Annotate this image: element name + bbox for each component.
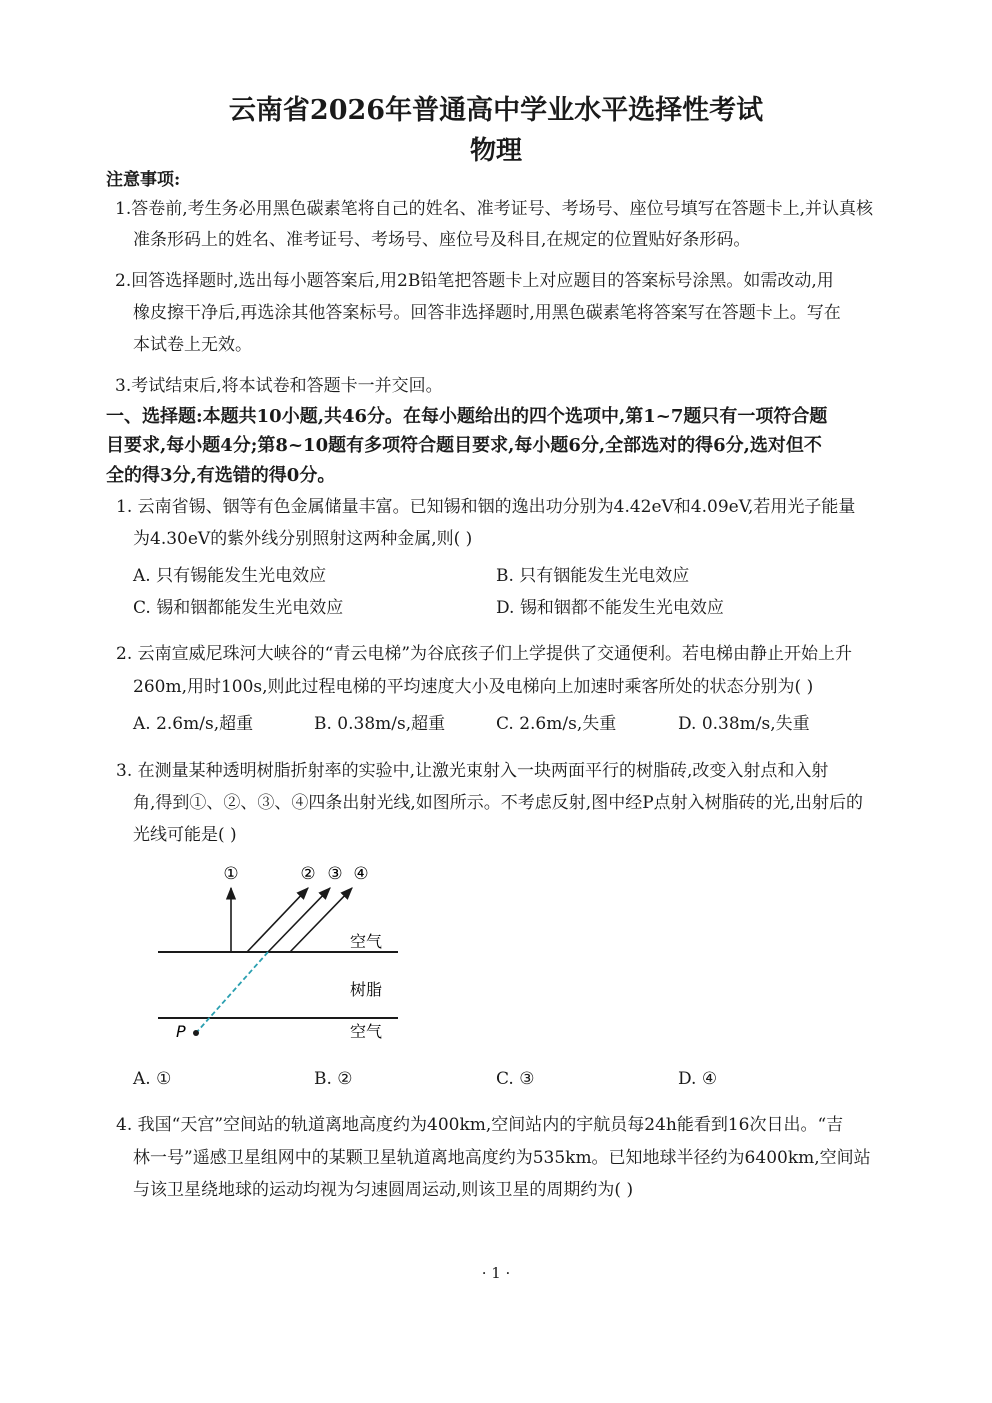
notice-item-1-line-2: 准条形码上的姓名、准考证号、考场号、座位号及科目,在规定的位置贴好条形码。: [133, 230, 751, 250]
ray-label-3: ③: [327, 864, 343, 884]
refraction-diagram: [150, 855, 410, 1055]
ray-label-1: ①: [223, 864, 239, 884]
ray-label-4: ④: [353, 864, 369, 884]
question-3-line-3: 光线可能是( ): [133, 825, 237, 845]
section-1-line-3: 全的得3分,有选错的得0分。: [106, 465, 336, 486]
point-p-label: P: [176, 1022, 186, 1041]
page-number: · 1 ·: [481, 1264, 511, 1282]
question-2-line-2: 260m,用时100s,则此过程电梯的平均速度大小及电梯向上加速时乘客所处的状态分别为( ): [133, 677, 814, 697]
question-3-line-1: 3. 在测量某种透明树脂折射率的实验中,让激光束射入一块两面平行的树脂砖,改变入射点和入射: [116, 761, 829, 781]
layer-label-resin: 树脂: [350, 980, 383, 999]
question-2-option-d: D. 0.38m/s,失重: [678, 714, 810, 734]
question-4-line-1: 4. 我国“天宫”空间站的轨道离地高度约为400km,空间站内的宇航员每24h能看到16次日出。“吉: [116, 1115, 844, 1135]
question-3-option-c: C. ③: [496, 1069, 535, 1089]
subject-title: 物理: [469, 136, 522, 166]
question-1-option-b: B. 只有铟能发生光电效应: [496, 566, 690, 586]
notice-item-2-line-2: 橡皮擦干净后,再选涂其他答案标号。回答非选择题时,用黑色碳素笔将答案写在答题卡上。写在: [133, 303, 841, 323]
question-2-option-a: A. 2.6m/s,超重: [133, 714, 254, 734]
layer-label-air-top: 空气: [350, 932, 383, 951]
question-1-option-c: C. 锡和铟都能发生光电效应: [133, 598, 344, 618]
question-4-line-3: 与该卫星绕地球的运动均视为匀速圆周运动,则该卫星的周期约为( ): [133, 1180, 634, 1200]
laser-path-dashed: [196, 952, 268, 1033]
question-2-option-c: C. 2.6m/s,失重: [496, 714, 617, 734]
question-1-option-a: A. 只有锡能发生光电效应: [133, 566, 327, 586]
question-3-option-d: D. ④: [678, 1069, 718, 1089]
question-3-option-b: B. ②: [314, 1069, 353, 1089]
notice-item-1-line-1: 1.答卷前,考生务必用黑色碳素笔将自己的姓名、准考证号、考场号、座位号填写在答题卡上,并认真核: [115, 199, 874, 219]
notice-item-3-line-1: 3.考试结束后,将本试卷和答题卡一并交回。: [115, 376, 443, 396]
notice-heading: 注意事项:: [106, 170, 181, 190]
question-3-line-2: 角,得到①、②、③、④四条出射光线,如图所示。不考虑反射,图中经P点射入树脂砖的光,出射后的: [133, 793, 864, 813]
exam-title: 云南省2026年普通高中学业水平选择性考试: [228, 95, 764, 126]
section-1-line-1: 一、选择题:本题共10小题,共46分。在每小题给出的四个选项中,第1~7题只有一项符合题: [106, 406, 828, 427]
ray-label-2: ②: [300, 864, 316, 884]
notice-item-2-line-3: 本试卷上无效。: [133, 335, 252, 355]
notice-item-2-line-1: 2.回答选择题时,选出每小题答案后,用2B铅笔把答题卡上对应题目的答案标号涂黑。如需改动,用: [115, 271, 834, 291]
question-2-option-b: B. 0.38m/s,超重: [314, 714, 446, 734]
question-1-line-2: 为4.30eV的紫外线分别照射这两种金属,则( ): [133, 529, 473, 549]
section-1-line-2: 目要求,每小题4分;第8~10题有多项符合题目要求,每小题6分,全部选对的得6分,选对但不: [106, 435, 822, 456]
question-1-line-1: 1. 云南省锡、铟等有色金属储量丰富。已知锡和铟的逸出功分别为4.42eV和4.09eV,若用光子能量: [116, 497, 856, 517]
question-3-option-a: A. ①: [133, 1069, 172, 1089]
layer-label-air-bottom: 空气: [350, 1022, 383, 1041]
question-1-option-d: D. 锡和铟都不能发生光电效应: [496, 598, 724, 618]
question-2-line-1: 2. 云南宣威尼珠河大峡谷的“青云电梯”为谷底孩子们上学提供了交通便利。若电梯由静止开始上升: [116, 644, 853, 664]
point-p-dot: [193, 1030, 199, 1036]
question-4-line-2: 林一号”遥感卫星组网中的某颗卫星轨道离地高度约为535km。已知地球半径约为6400km,空间站: [133, 1148, 871, 1168]
